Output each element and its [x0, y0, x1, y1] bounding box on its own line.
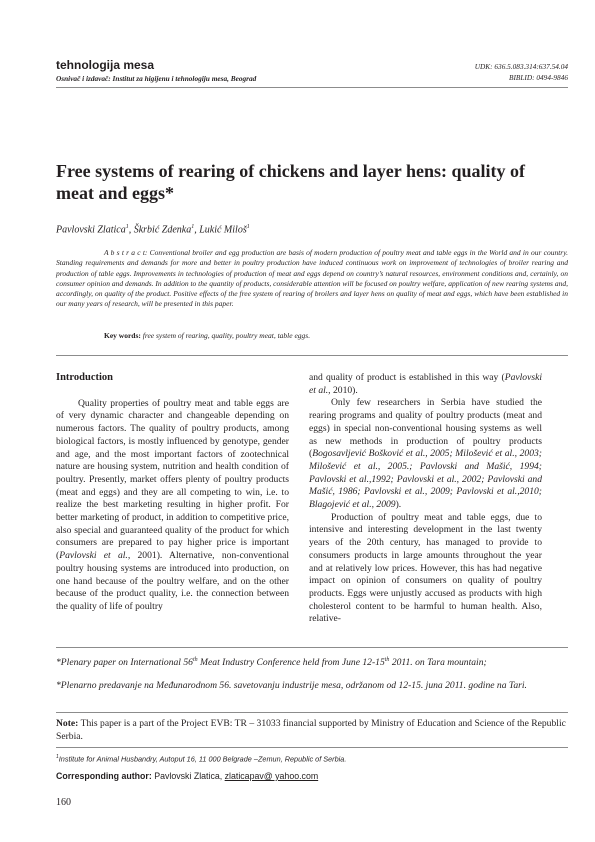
body-text: and quality of product is established in this way (: [309, 372, 505, 383]
body-text: 2010).: [330, 384, 358, 396]
affiliation-rule: [56, 747, 568, 748]
correspondence-name: Pavlovski Zlatica,: [151, 771, 225, 781]
body-paragraph: [309, 372, 542, 397]
correspondence: [56, 771, 318, 781]
author-name: Lukić Miloš: [199, 224, 247, 236]
abstract: [56, 248, 568, 310]
footnote-sr: *Plenarno predavanje na Međunarodnom 56. savetovanju industrije mesa, održanom od 12-15. juna 2011. godine na Tari.: [56, 680, 527, 691]
author-affil-mark: 1: [246, 224, 250, 230]
keywords-label: Key words:: [104, 331, 141, 340]
body-text: Only few researchers in Serbia have studied the rearing programs and quality of poultry products (meat and eggs) in special non-conventional housing systems as well as new methods in production of poultry products (: [309, 397, 542, 460]
author-name: Pavlovski Zlatica: [56, 224, 126, 236]
footnote-en: [56, 654, 568, 670]
keywords: [104, 331, 310, 340]
author-list: Pavlovski Zlatica$^1$, Škrbić Zdenka$^1$, Lukić Miloš$^1$: [56, 224, 250, 236]
body-text: ).: [395, 499, 402, 511]
correspondence-email-link[interactable]: zlaticapav@ yahoo.com: [224, 771, 319, 781]
note-label: Note:: [56, 718, 79, 729]
citation: Pavlovski et al.,: [309, 372, 542, 396]
right-column: [309, 372, 542, 626]
project-note: [56, 718, 568, 743]
affiliation-text: Institute for Animal Husbandry, Autoput 16, 11 000 Belgrade –Zemun, Republic of Serbia.: [58, 754, 347, 764]
body-paragraph: [56, 398, 289, 614]
keywords-text: free system of rearing, quality, poultry meat, table eggs.: [142, 331, 311, 340]
udk-code: UDK: 636.5.083.314:637.54.04: [474, 62, 568, 71]
author-affil-mark: 1: [191, 224, 195, 230]
publisher-line: Osnivač i izdavač: Institut za higijenu i tehnologiju mesa, Beograd: [56, 74, 257, 83]
left-column: [56, 372, 289, 614]
note-rule: [56, 712, 568, 713]
footnote-text: *Plenary paper on International 56: [56, 657, 193, 669]
footnote-text: 2011. on Tara mountain;: [389, 657, 487, 669]
page-number: 160: [56, 797, 71, 808]
paper-title: Free systems of rearing of chickens and layer hens: quality of meat and eggs*: [56, 161, 525, 203]
citation: Pavlovski et al.,: [59, 550, 131, 562]
body-text: Quality properties of poultry meat and table eggs are of very dynamic character and changeable depending on numerous factors. The quality of poultry products, among biological factors, is mostly influenced by genotype, gender and age, and the most important factors of zootechnical nature are housing system, nutrition and health condition of poultry. Presently, market offers plenty of poultry products (meat and eggs) and they are all competing to win, i.e. to realize the best marketing resulting in higher profit. For better marketing of product, in addition to competitive price, also special and guaranteed quality of the product for which consumers are prepared to pay higher price is important (: [56, 397, 289, 562]
abstract-label: A b s t r a c t:: [104, 248, 148, 257]
footnote-sup: th: [192, 657, 198, 663]
header-rule: [56, 87, 568, 88]
journal-name: tehnologija mesa: [56, 58, 155, 72]
footnote-rule: [56, 647, 568, 648]
biblid-code: BIBLID: 0494-9846: [509, 73, 568, 82]
affiliation-mark: 1: [56, 754, 59, 760]
body-paragraph: Production of poultry meat and table eggs, due to intensive and interesting development in the last twenty years of the 20th century, has managed to provide to consumers products in large amounts throughout the year and at relatively low prices. However, this has had negative impact on opinion of consumers on quality of poultry products. Eggs were unjustly accused as products with high cholesterol content to be harmful to human health. Also, relative-: [309, 511, 542, 625]
body-paragraph: [309, 397, 542, 511]
footnote-text: Meat Industry Conference held from June 12-15: [197, 657, 385, 669]
section-heading: Introduction: [56, 372, 113, 383]
section-rule: [56, 355, 568, 356]
author-affil-mark: 1: [125, 224, 129, 230]
author-name: Škrbić Zdenka: [133, 224, 192, 236]
citation-list: Bogosavljević Bošković et al., 2005; Milošević et al., 2003; Milošević et al., 2005.; Pavlovski and Mašić, 1994; Pavlovski et al.,1992; Pavlovski et al., 2002; Pavlovski and Mašić, 1986; Pavlovski et al., 2009; Pavlovski et al.,2010; Blagojević et al., 2009: [309, 448, 542, 511]
footnote-sup: th: [384, 657, 390, 663]
correspondence-label: Corresponding author:: [56, 771, 152, 781]
note-text: This paper is a part of the Project EVB: TR – 31033 financial supported by Ministry of Education and Science of the Republic Serbia.: [56, 718, 566, 742]
body-text: 2001). Alternative, non-conventional poultry housing systems are introduced into production, on one hand because of the poultry welfare, and on the other because of the product quality, i.e. the connection between the quality of life of poultry: [56, 550, 289, 612]
abstract-text: Conventional broiler and egg production are basis of modern production of poultry meat and table eggs in the World and in our country. Standing requirements and demands for more and better in poultry production have induced continuous work on improvement of technologies of broiler rearing and production of table eggs. Improvements in technologies of production of meat and eggs depend on country’s natural resources, environment conditions and, certainly, on consumer opinion and demands. In addition to the quantity of products, considerable attention will be focused on poultry welfare, application of new rearing systems and, accordingly, on quality of the product. Positive effects of the free system of rearing of broilers and layer hens on quality of meat and eggs, which have been established in our many years of research, will be presented in this paper.: [56, 248, 568, 309]
affiliation: [56, 754, 346, 763]
